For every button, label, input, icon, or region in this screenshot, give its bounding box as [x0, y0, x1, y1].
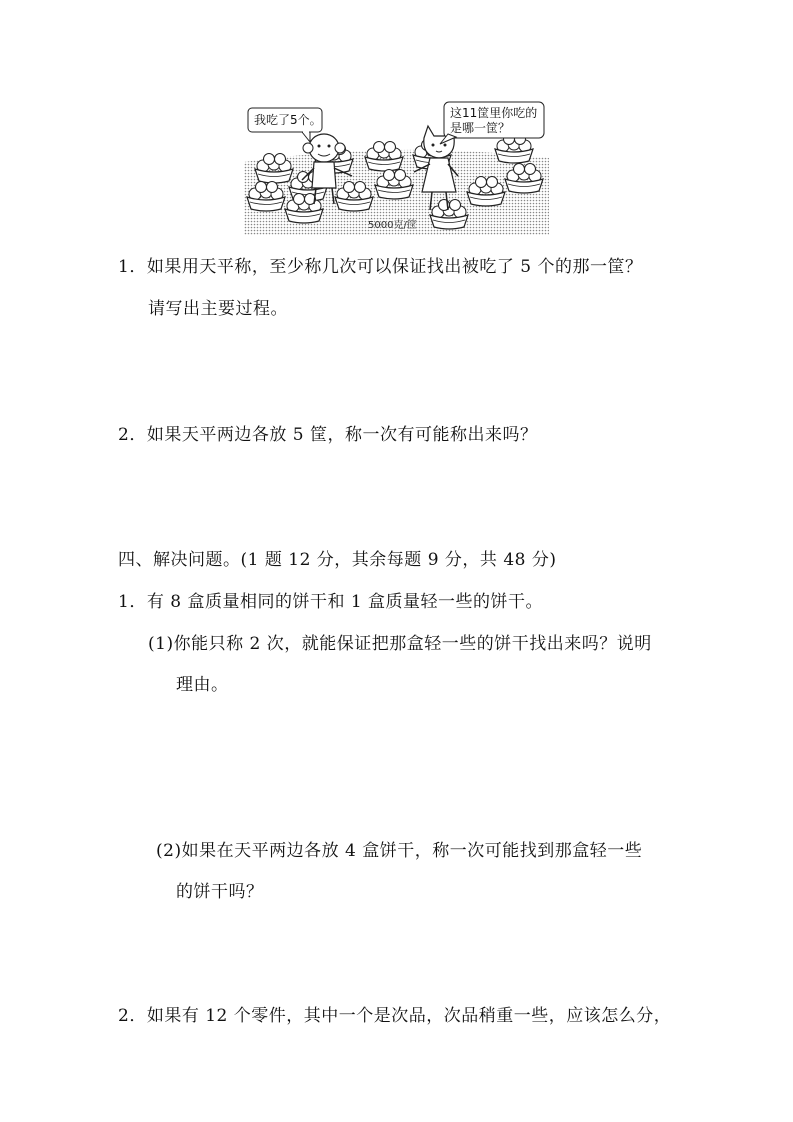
problem-1: 1．有 8 盒质量相同的饼干和 1 盒质量轻一些的饼干。	[118, 592, 544, 612]
monkey-speech-bubble	[248, 108, 322, 142]
monkey-speech-text: 我吃了5个。	[254, 113, 322, 127]
problem-1-sub-1-line-1: (1)你能只称 2 次，就能保证把那盒轻一些的饼干找出来吗？说明	[148, 634, 652, 654]
problem-1-sub-1-line-2: 理由。	[176, 675, 229, 695]
illustration	[244, 100, 549, 235]
question-2: 2．如果天平两边各放 5 筐，称一次有可能称出来吗？	[118, 425, 538, 445]
problem-1-sub-2-line-2: 的饼干吗？	[176, 882, 264, 902]
problem-2: 2．如果有 12 个零件，其中一个是次品，次品稍重一些，应该怎么分，	[118, 1006, 672, 1026]
problem-1-sub-2-line-1: (2)如果在天平两边各放 4 盒饼干，称一次可能找到那盒轻一些	[156, 841, 643, 861]
question-1-line-1: 1．如果用天平称，至少称几次可以保证找出被吃了 5 个的那一筐？	[118, 257, 643, 277]
section-4-heading: 四、解决问题。(1 题 12 分，其余每题 9 分，共 48 分)	[118, 550, 557, 570]
cat-speech-text-line2: 是哪一筐？	[450, 121, 511, 135]
basket-weight-label: 5000克/筐	[368, 220, 417, 231]
cat-speech-text-line1: 这11筐里你吃的	[450, 106, 538, 120]
cat-speech-bubble	[440, 102, 544, 144]
question-1-line-2: 请写出主要过程。	[148, 299, 288, 319]
